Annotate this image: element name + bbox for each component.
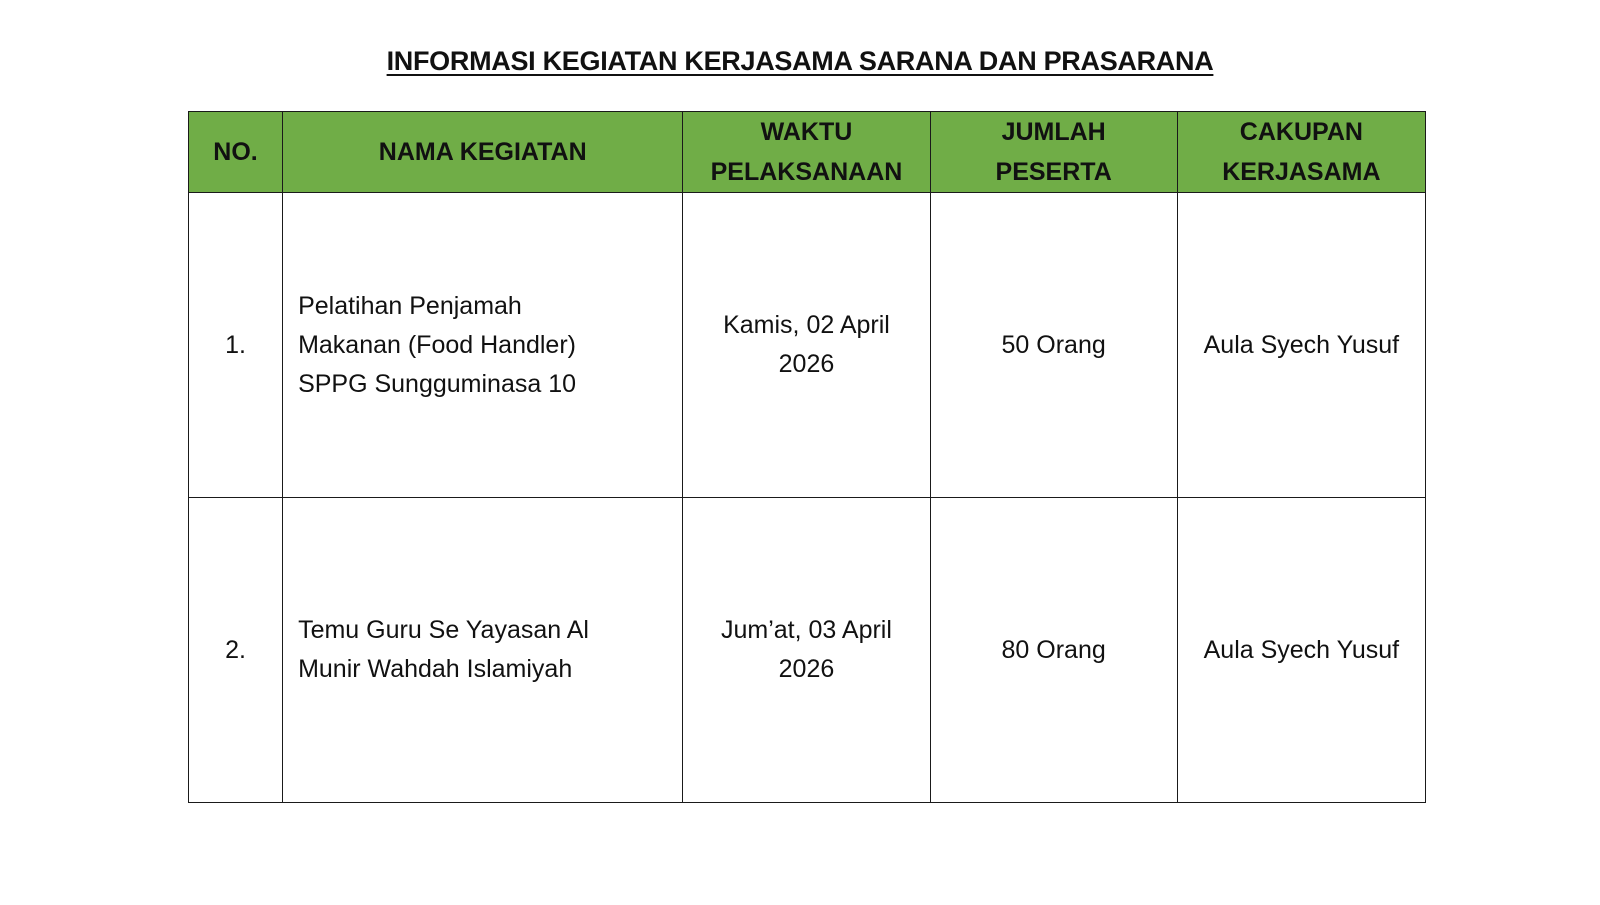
cell-no: 1.	[189, 193, 283, 498]
table-row	[189, 498, 1426, 803]
nama-line: Makanan (Food Handler)	[298, 330, 576, 359]
cell-waktu	[683, 193, 930, 498]
cell-no: 2.	[189, 498, 283, 803]
cell-jumlah-peserta: 80 Orang	[930, 498, 1177, 803]
header-cakupan-line2: KERJASAMA	[1222, 158, 1381, 186]
header-jumlah-line1: JUMLAH	[1001, 118, 1106, 146]
nama-line: SPPG Sungguminasa 10	[298, 369, 577, 398]
header-cakupan-kerjasama	[1177, 112, 1425, 193]
header-no: NO.	[189, 112, 283, 193]
cell-waktu	[683, 498, 930, 803]
table-header-row	[189, 112, 1426, 193]
activity-table	[188, 111, 1426, 803]
header-waktu-line2: PELAKSANAAN	[710, 158, 903, 186]
cell-cakupan: Aula Syech Yusuf	[1177, 498, 1425, 803]
nama-line: Temu Guru Se Yayasan Al	[298, 616, 589, 644]
header-jumlah-line2: PESERTA	[995, 158, 1112, 186]
cell-nama-kegiatan	[283, 193, 683, 498]
header-waktu-pelaksanaan	[683, 112, 930, 193]
header-cakupan-line1: CAKUPAN	[1239, 118, 1363, 146]
waktu-line: Kamis, 02 April	[723, 311, 890, 339]
waktu-line: 2026	[778, 350, 835, 378]
header-waktu-line1: WAKTU	[760, 118, 853, 146]
nama-line: Munir Wahdah Islamiyah	[298, 655, 573, 683]
waktu-line: Jum’at, 03 April	[721, 616, 892, 644]
waktu-line: 2026	[778, 655, 835, 683]
header-jumlah-peserta	[930, 112, 1177, 193]
cell-jumlah-peserta: 50 Orang	[930, 193, 1177, 498]
page-title: INFORMASI KEGIATAN KERJASAMA SARANA DAN PRASARANA	[386, 46, 1214, 76]
header-nama-kegiatan: NAMA KEGIATAN	[283, 112, 683, 193]
cell-cakupan: Aula Syech Yusuf	[1177, 193, 1425, 498]
nama-line: Pelatihan Penjamah	[298, 291, 522, 320]
cell-nama-kegiatan	[283, 498, 683, 803]
table-row	[189, 193, 1426, 498]
